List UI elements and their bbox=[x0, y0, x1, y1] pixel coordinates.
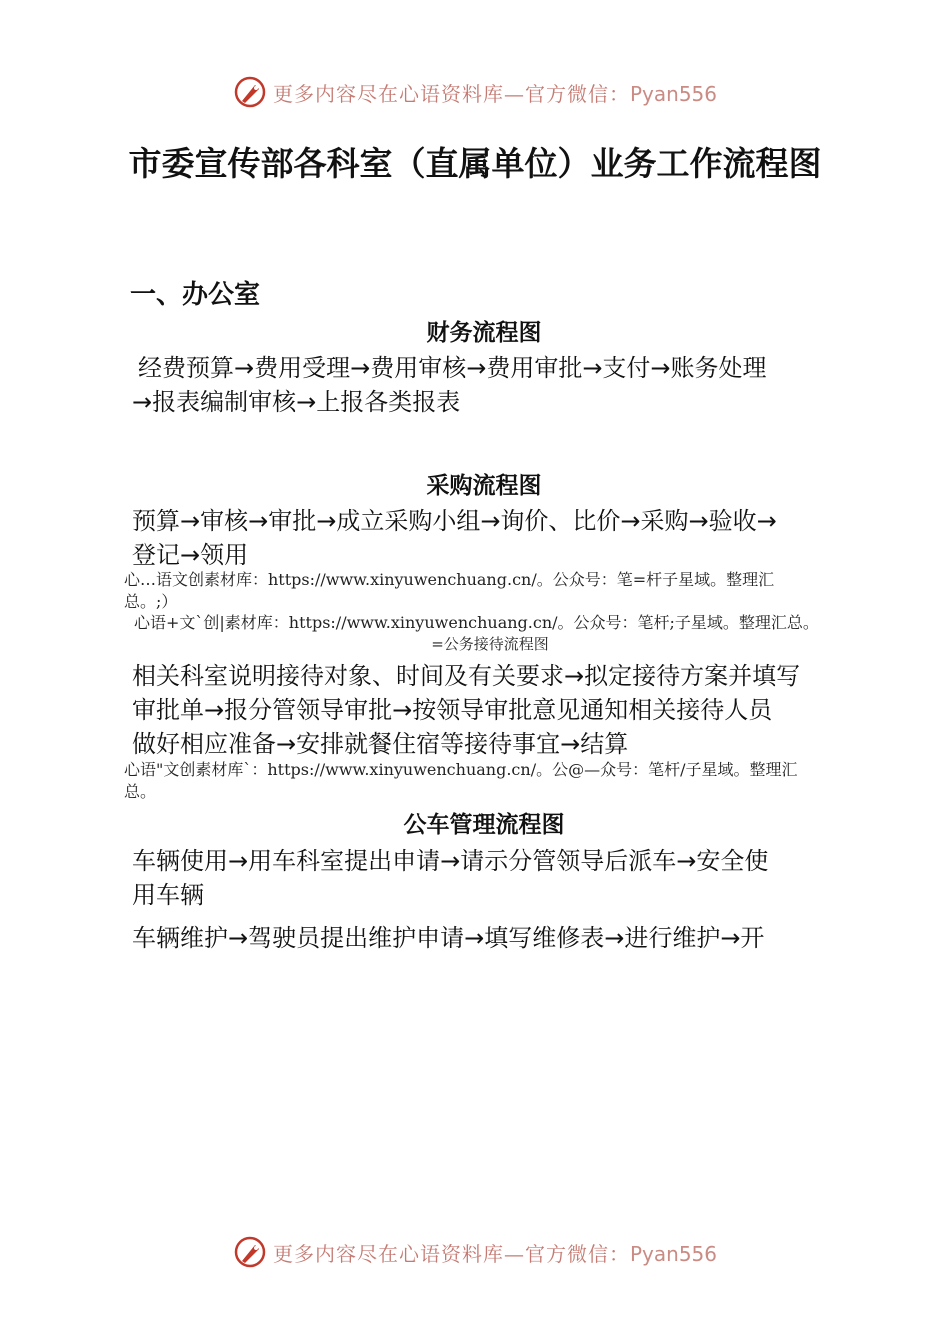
reception-flow-heading: =公务接待流程图 bbox=[431, 635, 549, 653]
document-title: 市委宣传部各科室（直属单位）业务工作流程图 bbox=[128, 144, 822, 183]
reception-flow-line-1: 相关科室说明接待对象、时间及有关要求→拟定接待方案并填写 bbox=[132, 662, 801, 690]
vehicle-flow-heading: 公车管理流程图 bbox=[403, 812, 565, 838]
vehicle-flow-line-3: 车辆维护→驾驶员提出维护申请→填写维修表→进行维护→开 bbox=[132, 924, 765, 952]
header-slogan: 更多内容尽在心语资料库—官方微信：Pyan556 bbox=[272, 81, 717, 106]
vehicle-flow-line-1: 车辆使用→用车科室提出申请→请示分管领导后派车→安全使 bbox=[132, 847, 769, 875]
reception-flow-line-2: 审批单→报分管领导审批→按领导审批意见通知相关接待人员 bbox=[132, 696, 773, 724]
purchase-flow-line-2: 登记→领用 bbox=[132, 541, 249, 569]
purchase-flow-heading: 采购流程图 bbox=[426, 473, 542, 499]
header-watermark bbox=[0, 72, 950, 112]
reception-flow-line-3: 做好相应准备→安排就餐住宿等接待事宜→结算 bbox=[132, 730, 629, 758]
footer-watermark bbox=[0, 1232, 950, 1272]
section-heading-office: 一、办公室 bbox=[130, 280, 261, 310]
footer-wechat-id: Pyan556 bbox=[629, 1241, 717, 1266]
pen-nib-logo-icon bbox=[233, 1235, 267, 1269]
header-wechat-id: Pyan556 bbox=[629, 81, 717, 106]
source-note-4: 心语"文创素材库`：https://www.xinyuwenchuang.cn/。公@—众号：笔杆/子星域。整理汇 总。 bbox=[124, 760, 798, 801]
finance-flow-line-1: 经费预算→费用受理→费用审核→费用审批→支付→账务处理 bbox=[138, 354, 767, 382]
vehicle-flow-line-2: 用车辆 bbox=[132, 881, 204, 909]
source-note-2: 心语+文`创|素材库：https://www.xinyuwenchuang.cn/。公众号：笔杆;子星域。整理汇总。 bbox=[134, 613, 819, 632]
purchase-flow-line-1: 预算→审核→审批→成立采购小组→询价、比价→采购→验收→ bbox=[132, 507, 777, 535]
finance-flow-line-2: →报表编制审核→上报各类报表 bbox=[132, 388, 461, 416]
pen-nib-logo-icon bbox=[233, 75, 267, 109]
footer-slogan: 更多内容尽在心语资料库—官方微信：Pyan556 bbox=[272, 1241, 717, 1266]
finance-flow-heading: 财务流程图 bbox=[426, 320, 542, 346]
source-note-1: 心…语文创素材库：https://www.xinyuwenchuang.cn/。公众号：笔=杆子星域。整理汇 总。;） bbox=[124, 570, 775, 611]
